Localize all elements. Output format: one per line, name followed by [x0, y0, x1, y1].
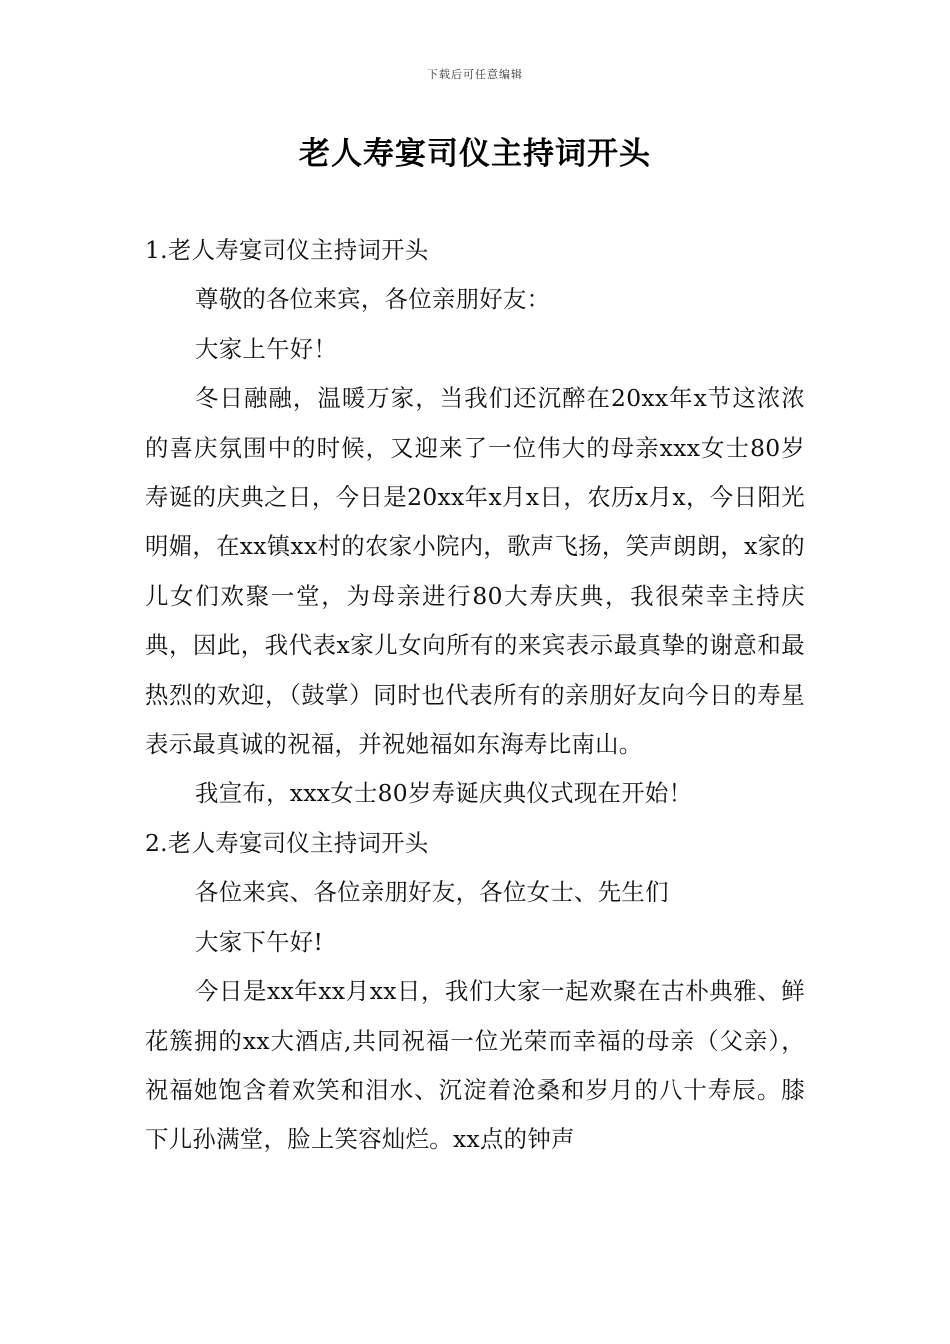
section-1-announcement: 我宣布，xxx女士80岁寿诞庆典仪式现在开始！ [195, 779, 693, 808]
section-2-salutation: 大家下午好! [195, 927, 324, 956]
document-body [145, 226, 805, 1165]
page-header-note: 下载后可任意编辑 [427, 68, 523, 81]
section-1-main-paragraph: 冬日融融，温暖万家，当我们还沉醉在20xx年x节这浓浓的喜庆氛围中的时候，又迎来了一位伟大的母亲xxx女士80岁寿诞的庆典之日，今日是20xx年x月x日，农历x月x，今日阳光明媚，在xx镇xx村的农家小院内，歌声飞扬，笑声朗朗，x家的儿女们欢聚一堂，为母亲进行80大寿庆典，我很荣幸主持庆典，因此，我代表x家儿女向所有的来宾表示最真挚的谢意和最热烈的欢迎，（鼓掌）同时也代表所有的亲朋好友向今日的寿星表示最真诚的祝福，并祝她福如东海寿比南山。 [145, 384, 805, 759]
section-2-main-paragraph: 今日是xx年xx月xx日，我们大家一起欢聚在古朴典雅、鲜花簇拥的xx大酒店,共同祝福一位光荣而幸福的母亲（父亲），祝福她饱含着欢笑和泪水、沉淀着沧桑和岁月的八十寿辰。膝下儿孙满堂，脸上笑容灿烂。xx点的钟声 [145, 977, 805, 1154]
section-2-greeting: 各位来宾、各位亲朋好友，各位女士、先生们 [195, 878, 669, 907]
section-1-greeting: 尊敬的各位来宾，各位亲朋好友： [195, 285, 551, 314]
section-2-heading: 2.老人寿宴司仪主持词开头 [145, 828, 429, 857]
section-1-heading: 1.老人寿宴司仪主持词开头 [145, 236, 429, 264]
document-title: 老人寿宴司仪主持词开头 [299, 136, 651, 172]
section-1-salutation: 大家上午好！ [195, 334, 338, 363]
